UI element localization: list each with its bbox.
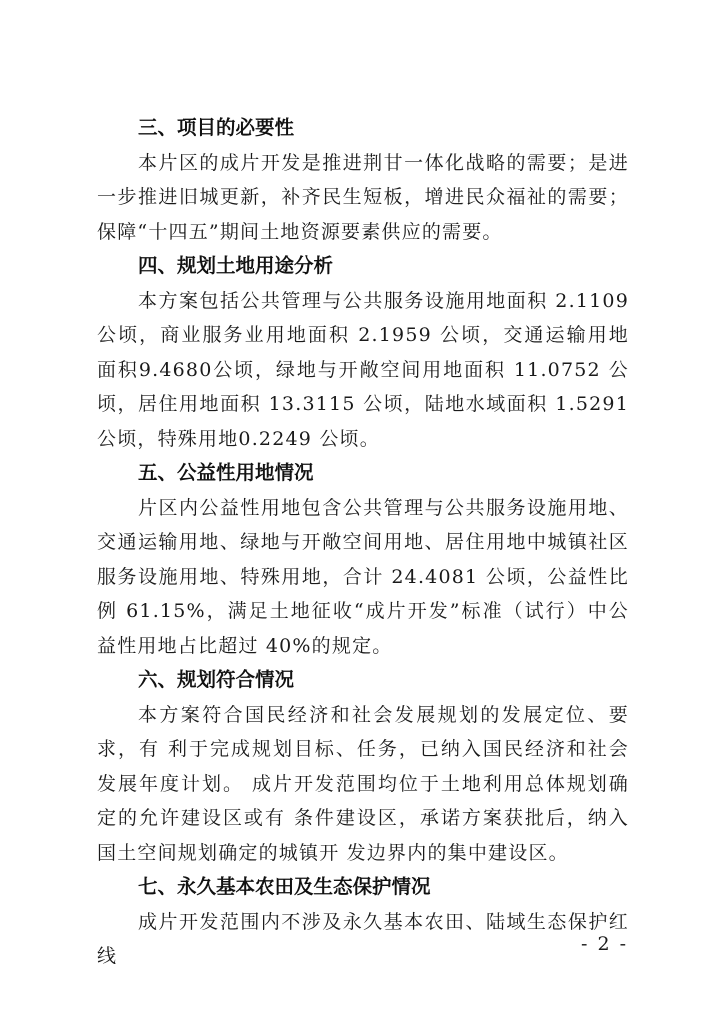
section-paragraph-necessity: 本片区的成片开发是推进荆甘一体化战略的需要；是进一步推进旧城更新，补齐民生短板，增进民众福祉的需要；保障“十四五”期间土地资源要素供应的需要。	[97, 151, 629, 243]
section-paragraph-land-use: 本方案包括公共管理与公共服务设施用地面积 2.1109 公顷，商业服务业用地面积 2.1959 公顷，交通运输用地面积9.4680公顷，绿地与开敞空间用地面积 11.0752 公顷，居住用地面积 13.3115 公顷，陆地水域面积 1.5291 公顷，特殊用地0.2249 公顷。	[97, 289, 629, 450]
section-paragraph-farmland-ecology: 成片开发范围内不涉及永久基本农田、陆域生态保护红线	[97, 910, 629, 967]
section-heading-land-use: 四、规划土地用途分析	[138, 254, 334, 277]
section-heading-necessity: 三、项目的必要性	[138, 116, 295, 139]
document-body	[97, 111, 629, 974]
section-paragraph-public-land: 片区内公益性用地包含公共管理与公共服务设施用地、交通运输用地、绿地与开敞空间用地、居住用地中城镇社区服务设施用地、特殊用地，合计 24.4081 公顷，公益性比例 61.15%，满足土地征收“成片开发”标准（试行）中公益性用地占比超过 40%的规定。	[97, 496, 629, 657]
section-heading-plan-compliance: 六、规划符合情况	[138, 668, 295, 691]
section-paragraph-plan-compliance: 本方案符合国民经济和社会发展规划的发展定位、要求，有 利于完成规划目标、任务，已纳入国民经济和社会发展年度计划。 成片开发范围均位于土地利用总体规划确定的允许建设区或有 条件建设区，承诺方案获批后，纳入国土空间规划确定的城镇开 发边界内的集中建设区。	[97, 703, 629, 864]
page-number: - 2 -	[580, 933, 628, 955]
section-heading-public-land: 五、公益性用地情况	[138, 461, 314, 484]
section-heading-farmland-ecology: 七、永久基本农田及生态保护情况	[138, 875, 431, 898]
